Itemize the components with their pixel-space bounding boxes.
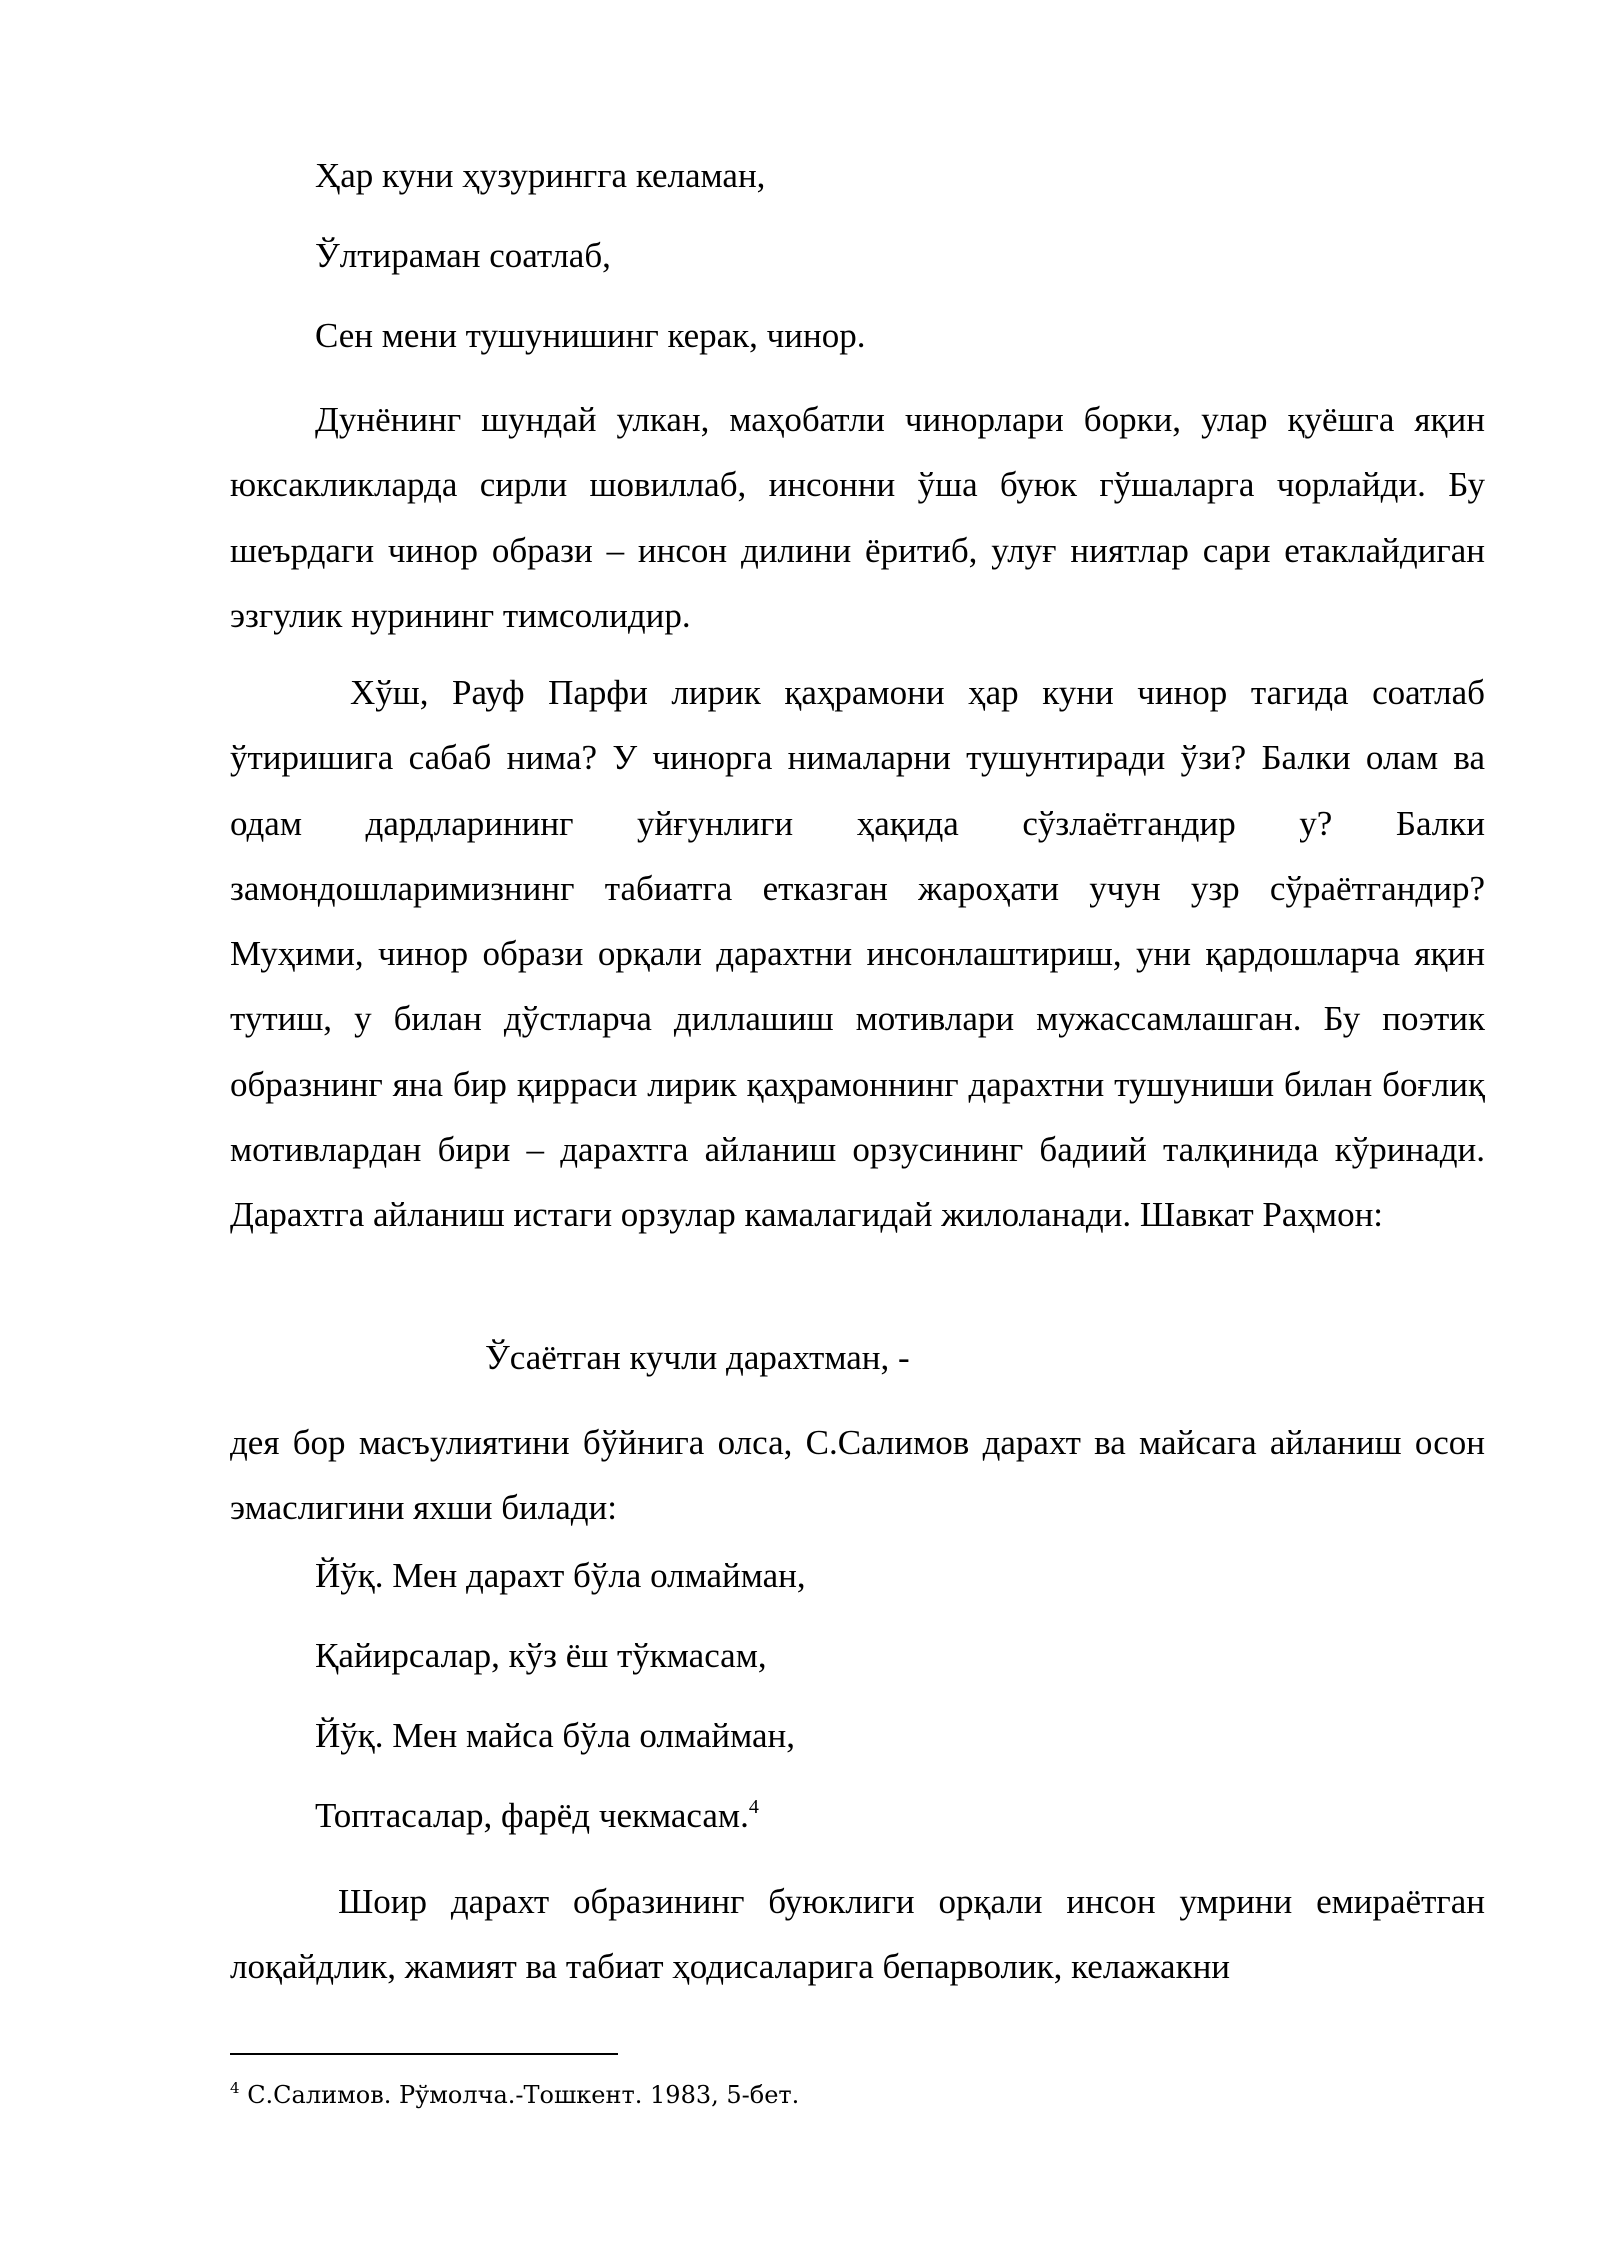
poem1-line-3: Сен мени тушунишинг керак, чинор. (315, 316, 866, 355)
paragraph-2: Хўш, Рауф Парфи лирик қаҳрамони ҳар куни чинор тагида соатлаб ўтиришига сабаб нима? У чинорга нималарни тушунтиради ўзи? Балки олам ва одам дардларининг уйғунлиги ҳақида сўзлаётгандир у? Балки замондошларимизнинг табиатга етказган жароҳати учун узр сўраётгандир? Муҳими, чинор образи орқали дарахтни инсонлаштириш, уни қардошларча яқин тутиш, у билан дўстларча диллашиш мотивлари мужассамлашган. Бу поэтик образнинг яна бир қирраси лирик қаҳрамоннинг дарахтни тушуниши билан боғлиқ мотивлардан бири – дарахтга айланиш орзусининг бадиий талқинида кўринади. Дарахтга айланиш истаги орзулар камалагидай жилоланади. Шавкат Раҳмон: (230, 673, 1485, 1235)
document-page (230, 0, 1485, 2262)
paragraph-3: дея бор масъулиятини бўйнига олса, С.Салимов дарахт ва майсага айланиш осон эмаслигини яхши билади: (230, 1423, 1485, 1528)
paragraph-1: Дунёнинг шундай улкан, маҳобатли чинорлари борки, улар қуёшга яқин юксакликларда сирли шовиллаб, инсонни ўша буюк гўшаларга чорлайди. Бу шеърдаги чинор образи – инсон дилини ёритиб, улуғ ниятлар сари етаклайдиган эзгулик нурининг тимсолидир. (230, 400, 1485, 635)
poem2-line-2: Қайирсалар, кўз ёш тўкмасам, (315, 1636, 767, 1675)
paragraph-4: Шоир дарахт образининг буюклиги орқали инсон умрини емираётган лоқайдлик, жамият ва табиат ҳодисаларига бепарволик, келажакни (230, 1882, 1485, 1987)
footnote-text: С.Салимов. Рўмолча.-Тошкент. 1983, 5-бет. (247, 2081, 800, 2109)
quoted-verse-line: Ўсаётган кучли дарахтман, - (485, 1338, 910, 1377)
footnote (230, 2078, 799, 2112)
poem2-line-1: Йўқ. Мен дарахт бўла олмайман, (315, 1556, 806, 1595)
poem2-line-3: Йўқ. Мен майса бўла олмайман, (315, 1716, 796, 1755)
poem1-line-2: Ўлтираман соатлаб, (315, 236, 611, 275)
poem2-line-4 (315, 1795, 759, 1837)
poem2-line-4-text: Топтасалар, фарёд чекмасам. (315, 1796, 749, 1835)
poem1-line-1: Ҳар куни ҳузурингга келаман, (315, 156, 766, 195)
footnote-divider (230, 2053, 618, 2055)
footnote-reference[interactable]: 4 (748, 1796, 759, 1818)
footnote-number: 4 (230, 2079, 240, 2097)
